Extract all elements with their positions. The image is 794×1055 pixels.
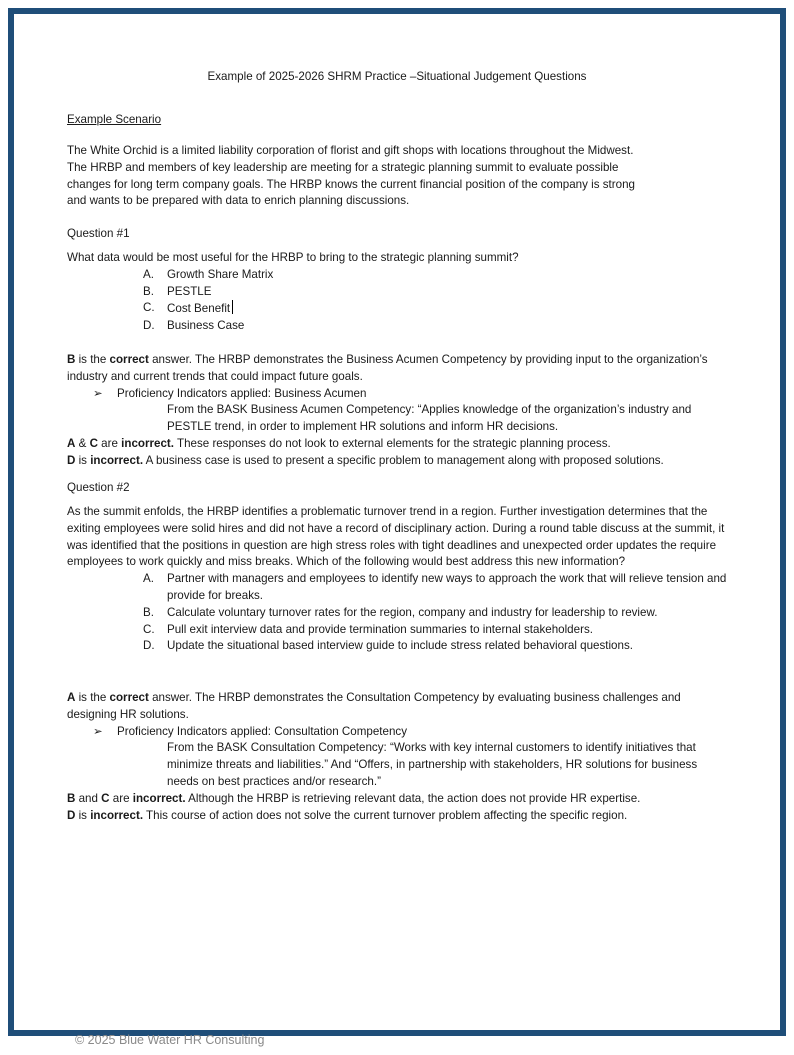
- q2-answer-rest: answer. The HRBP demonstrates the Consultation Competency by evaluating business challenges and designing HR solutions.: [67, 691, 681, 721]
- q1-incorrect-word: incorrect.: [121, 436, 174, 450]
- q1-options: [67, 267, 727, 335]
- q2-incorrect-d-is: is: [75, 808, 91, 822]
- q2-incorrect-and: and: [75, 791, 102, 805]
- q2-option-b-text: Calculate voluntary turnover rates for the region, company and industry for leadership to review.: [167, 605, 658, 619]
- q2-option-d-text: Update the situational based interview guide to include stress related behavioral questions.: [167, 639, 633, 653]
- q1-option-d: [67, 318, 727, 335]
- q2-option-c-text: Pull exit interview data and provide termination summaries to internal stakeholders.: [167, 622, 593, 636]
- arrow-bullet-icon: ➢: [93, 386, 103, 400]
- q1-option-d-text: Business Case: [167, 319, 245, 333]
- q2-option-d: [67, 638, 727, 655]
- copyright-footer: © 2025 Blue Water HR Consulting: [75, 1033, 265, 1047]
- text-cursor: [232, 300, 233, 314]
- q1-incorrect-d-rest: A business case is used to present a specific problem to management along with proposed solutions.: [143, 453, 664, 467]
- q1-quote: From the BASK Business Acumen Competency: “Applies knowledge of the organization’s industry and PESTLE trend, in order to implement HR solutions and inform HR decisions.: [167, 403, 692, 434]
- q2-incorrect-d: [67, 808, 727, 825]
- q1-incorrect-a: A: [67, 436, 76, 450]
- q1-answer-correct: correct: [109, 353, 149, 366]
- q2-question: [67, 504, 727, 655]
- q1-option-a: [67, 267, 727, 284]
- scenario-heading-text: Example Scenario: [67, 113, 162, 126]
- q1-incorrect-are: are: [97, 436, 122, 450]
- q1-answer-block: [67, 352, 727, 470]
- q2-quote: From the BASK Consultation Competency: “Works with key internal customers to identify initiatives that minimize threats and liabilities.” And “Offers, in partnership with stakeholders, HR solutions for business needs on best practices and/or research.”: [167, 741, 698, 788]
- q2-option-c: [67, 622, 727, 639]
- q2-answer-correct: correct: [109, 691, 149, 704]
- q2-incorrect-b: B: [67, 791, 76, 805]
- q1-option-c-letter: C.: [143, 301, 155, 315]
- q2-incorrect-c: C: [101, 791, 110, 805]
- q2-option-c-letter: C.: [143, 622, 155, 636]
- q2-heading: Question #2: [67, 481, 130, 494]
- q2-incorrect-d-rest: This course of action does not solve the current turnover problem affecting the specific region.: [143, 808, 628, 822]
- q2-answer-block: [67, 690, 727, 824]
- q1-answer-is: is the: [75, 353, 110, 366]
- q1-option-b: [67, 284, 727, 301]
- q2-option-a-text: Partner with managers and employees to identify new ways to approach the work that will relieve tension and provide for breaks.: [167, 572, 727, 602]
- arrow-bullet-icon: ➢: [93, 724, 103, 738]
- scenario-heading: [67, 112, 727, 129]
- q1-incorrect-rest: These responses do not look to external elements for the strategic planning process.: [173, 436, 611, 450]
- q1-option-b-text: PESTLE: [167, 284, 212, 298]
- q2-bullet-text: Proficiency Indicators applied: Consultation Competency: [117, 724, 407, 738]
- q1-incorrect-ac: [67, 436, 727, 453]
- q1-option-a-letter: A.: [143, 267, 154, 281]
- q2-options: [67, 571, 727, 655]
- q1-answer-rest: answer. The HRBP demonstrates the Business Acumen Competency by providing input to the organization’s industry and current trends that could impact future goals.: [67, 353, 708, 383]
- q1-answer-letter: B: [67, 353, 76, 366]
- q1-incorrect-amp: &: [75, 436, 90, 450]
- q2-incorrect-bc: [67, 791, 727, 808]
- q1-option-d-letter: D.: [143, 319, 155, 333]
- q2-answer-is: is the: [75, 691, 110, 704]
- q2-option-d-letter: D.: [143, 639, 155, 653]
- q1-answer: [67, 352, 727, 386]
- scenario-text: The White Orchid is a limited liability corporation of florist and gift shops with locations throughout the Midwest. The HRBP and members of key leadership are meeting for a strategic planning summit to evaluate possible changes for long term company goals. The HRBP knows the current financial position of the company is strong and wants to be prepared with data to enrich planning discussions.: [67, 144, 635, 208]
- q2-option-a-letter: A.: [143, 572, 154, 586]
- q1-option-c-text: Cost Benefit: [167, 302, 231, 316]
- q2-incorrect-rest: Although the HRBP is retrieving relevant data, the action does not provide HR expertise.: [185, 791, 641, 805]
- q1-bullet: [67, 386, 727, 403]
- q1-option-a-text: Growth Share Matrix: [167, 267, 274, 281]
- q2-option-b-letter: B.: [143, 605, 154, 619]
- q2-question-text: As the summit enfolds, the HRBP identifies a problematic turnover trend in a region. Further investigation determines that the exiting employees were solid hires and did not have a record of disciplinary action. During a round table discuss at the summit, it was identified that the positions in question are high stress roles with tight deadlines and unexpected order updates the require employees to work quickly and miss breaks. Which of the following would best address this new information?: [67, 505, 725, 569]
- q2-incorrect-d-letter: D: [67, 808, 76, 822]
- q2-answer: [67, 690, 727, 724]
- q1-option-c: [67, 300, 727, 318]
- q1-option-b-letter: B.: [143, 284, 154, 298]
- q2-incorrect-d-word: incorrect.: [90, 808, 144, 822]
- q1-incorrect-d-word: incorrect.: [90, 453, 144, 467]
- q2-option-b: [67, 605, 727, 622]
- q1-incorrect-d-letter: D: [67, 453, 76, 467]
- q2-bullet: [67, 724, 727, 741]
- q2-answer-letter: A: [67, 691, 76, 704]
- q1-question: [67, 250, 727, 335]
- q1-bullet-text: Proficiency Indicators applied: Business Acumen: [117, 386, 367, 400]
- q2-incorrect-are: are: [109, 791, 133, 805]
- q2-option-a: [67, 571, 727, 605]
- q1-incorrect-d-is: is: [75, 453, 91, 467]
- q1-question-text: What data would be most useful for the HRBP to bring to the strategic planning summit?: [67, 251, 519, 264]
- q2-incorrect-word: incorrect.: [132, 791, 186, 805]
- q1-incorrect-d: [67, 453, 727, 470]
- q1-heading: Question #1: [67, 227, 130, 240]
- q1-incorrect-c: C: [89, 436, 98, 450]
- document-title: Example of 2025-2026 SHRM Practice –Situational Judgement Questions: [207, 70, 587, 83]
